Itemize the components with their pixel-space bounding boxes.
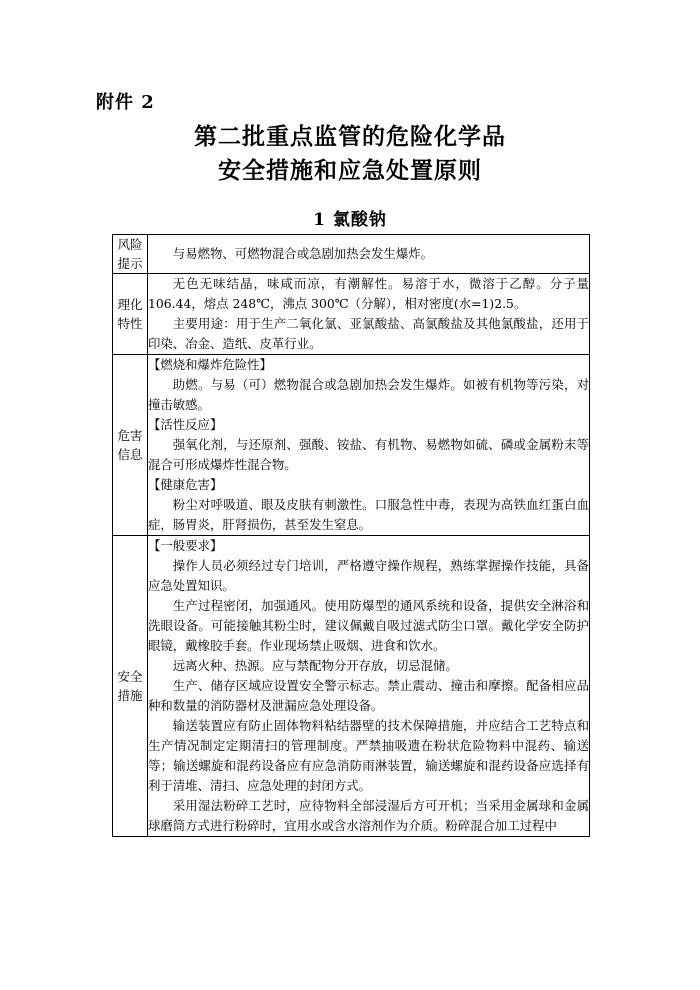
row-header-safety-measures-label: 安全措施 [117, 669, 143, 703]
paragraph: 生产过程密闭，加强通风。使用防爆型的通风系统和设备，提供安全淋浴和洗眼设备。可能接触其粉尘时，建议佩戴自吸过滤式防尘口罩。戴化学安全防护眼镜，戴橡胶手套。作业现场禁止吸烟、进食和饮水。 [148, 598, 589, 653]
paragraph-subhead: 【一般要求】 [148, 538, 223, 553]
row-header-hazard-info-label: 危害信息 [117, 428, 143, 462]
row-content-physical-properties [148, 274, 590, 355]
row-header-safety-measures [113, 536, 148, 837]
paragraph: 强氧化剂，与还原剂、强酸、铵盐、有机物、易燃物如硫、磷或金属粉末等混合可形成爆炸性混合物。 [148, 437, 589, 472]
paragraph: 无色无味结晶，味咸而凉，有潮解性。易溶于水，微溶于乙醇。分子量106.44，熔点 248℃，沸点 300℃（分解），相对密度(水=1)2.5。 [148, 276, 589, 311]
row-content-hazard-info [148, 355, 590, 536]
paragraph: 粉尘对呼吸道、眼及皮肤有刺激性。口服急性中毒，表现为高铁血红蛋白血症，肠胃炎，肝肾损伤，甚至发生窒息。 [148, 497, 589, 532]
table-row [113, 355, 590, 536]
row-content-risk-warning [148, 235, 590, 274]
paragraph: 操作人员必须经过专门培训，严格遵守操作规程，熟练掌握操作技能，具备应急处置知识。 [148, 558, 589, 593]
chemical-info-table [112, 234, 590, 837]
paragraph-subhead: 【活性反应】 [148, 417, 223, 432]
paragraph: 助燃。与易（可）燃物混合或急剧加热会发生爆炸。如被有机物等污染，对撞击敏感。 [148, 377, 589, 412]
paragraph: 远离火种、热源。应与禁配物分开存放，切忌混储。 [172, 658, 458, 673]
attachment-label: 附件 2 [96, 92, 155, 113]
paragraph-subhead: 【健康危害】 [148, 477, 223, 492]
paragraph: 与易燃物、可燃物混合或急剧加热会发生爆炸。 [172, 246, 433, 261]
paragraph: 生产、储存区域应设置安全警示标志。禁止震动、撞击和摩擦。配备相应品种和数量的消防器材及泄漏应急处理设备。 [148, 678, 589, 713]
table-row [113, 274, 590, 355]
paragraph: 主要用途：用于生产二氧化氯、亚氯酸盐、高氯酸盐及其他氯酸盐，还用于印染、冶金、造纸、皮革行业。 [148, 316, 589, 351]
page-title-line-1: 第二批重点监管的危险化学品 [194, 123, 506, 150]
paragraph-subhead: 【燃烧和爆炸危险性】 [148, 357, 272, 372]
row-header-risk-warning-label: 风险提示 [117, 237, 143, 271]
page-title [0, 120, 700, 188]
row-header-risk-warning [113, 235, 148, 274]
page-title-line-2: 安全措施和应急处置原则 [218, 157, 482, 184]
row-header-physical-properties [113, 274, 148, 355]
table-row [113, 536, 590, 837]
row-header-physical-properties-label: 理化特性 [117, 297, 143, 331]
paragraph: 采用湿法粉碎工艺时，应待物料全部浸湿后方可开机；当采用金属球和金属球磨筒方式进行粉碎时，宜用水或含水溶剂作为介质。粉碎混合加工过程中 [148, 798, 589, 833]
table-row [113, 235, 590, 274]
row-header-hazard-info [113, 355, 148, 536]
paragraph: 输送装置应有防止固体物料粘结器壁的技术保障措施，并应结合工艺特点和生产情况制定定期清扫的管理制度。严禁抽吸遗在粉状危险物料中混药、输送等；输送螺旋和混药设备应有应急消防雨淋装置，输送螺旋和混药设备应选择有利于清堆、清扫、应急处理的封闭方式。 [148, 718, 589, 793]
section-title: 1 氯酸钠 [313, 210, 387, 230]
row-content-safety-measures [148, 536, 590, 837]
